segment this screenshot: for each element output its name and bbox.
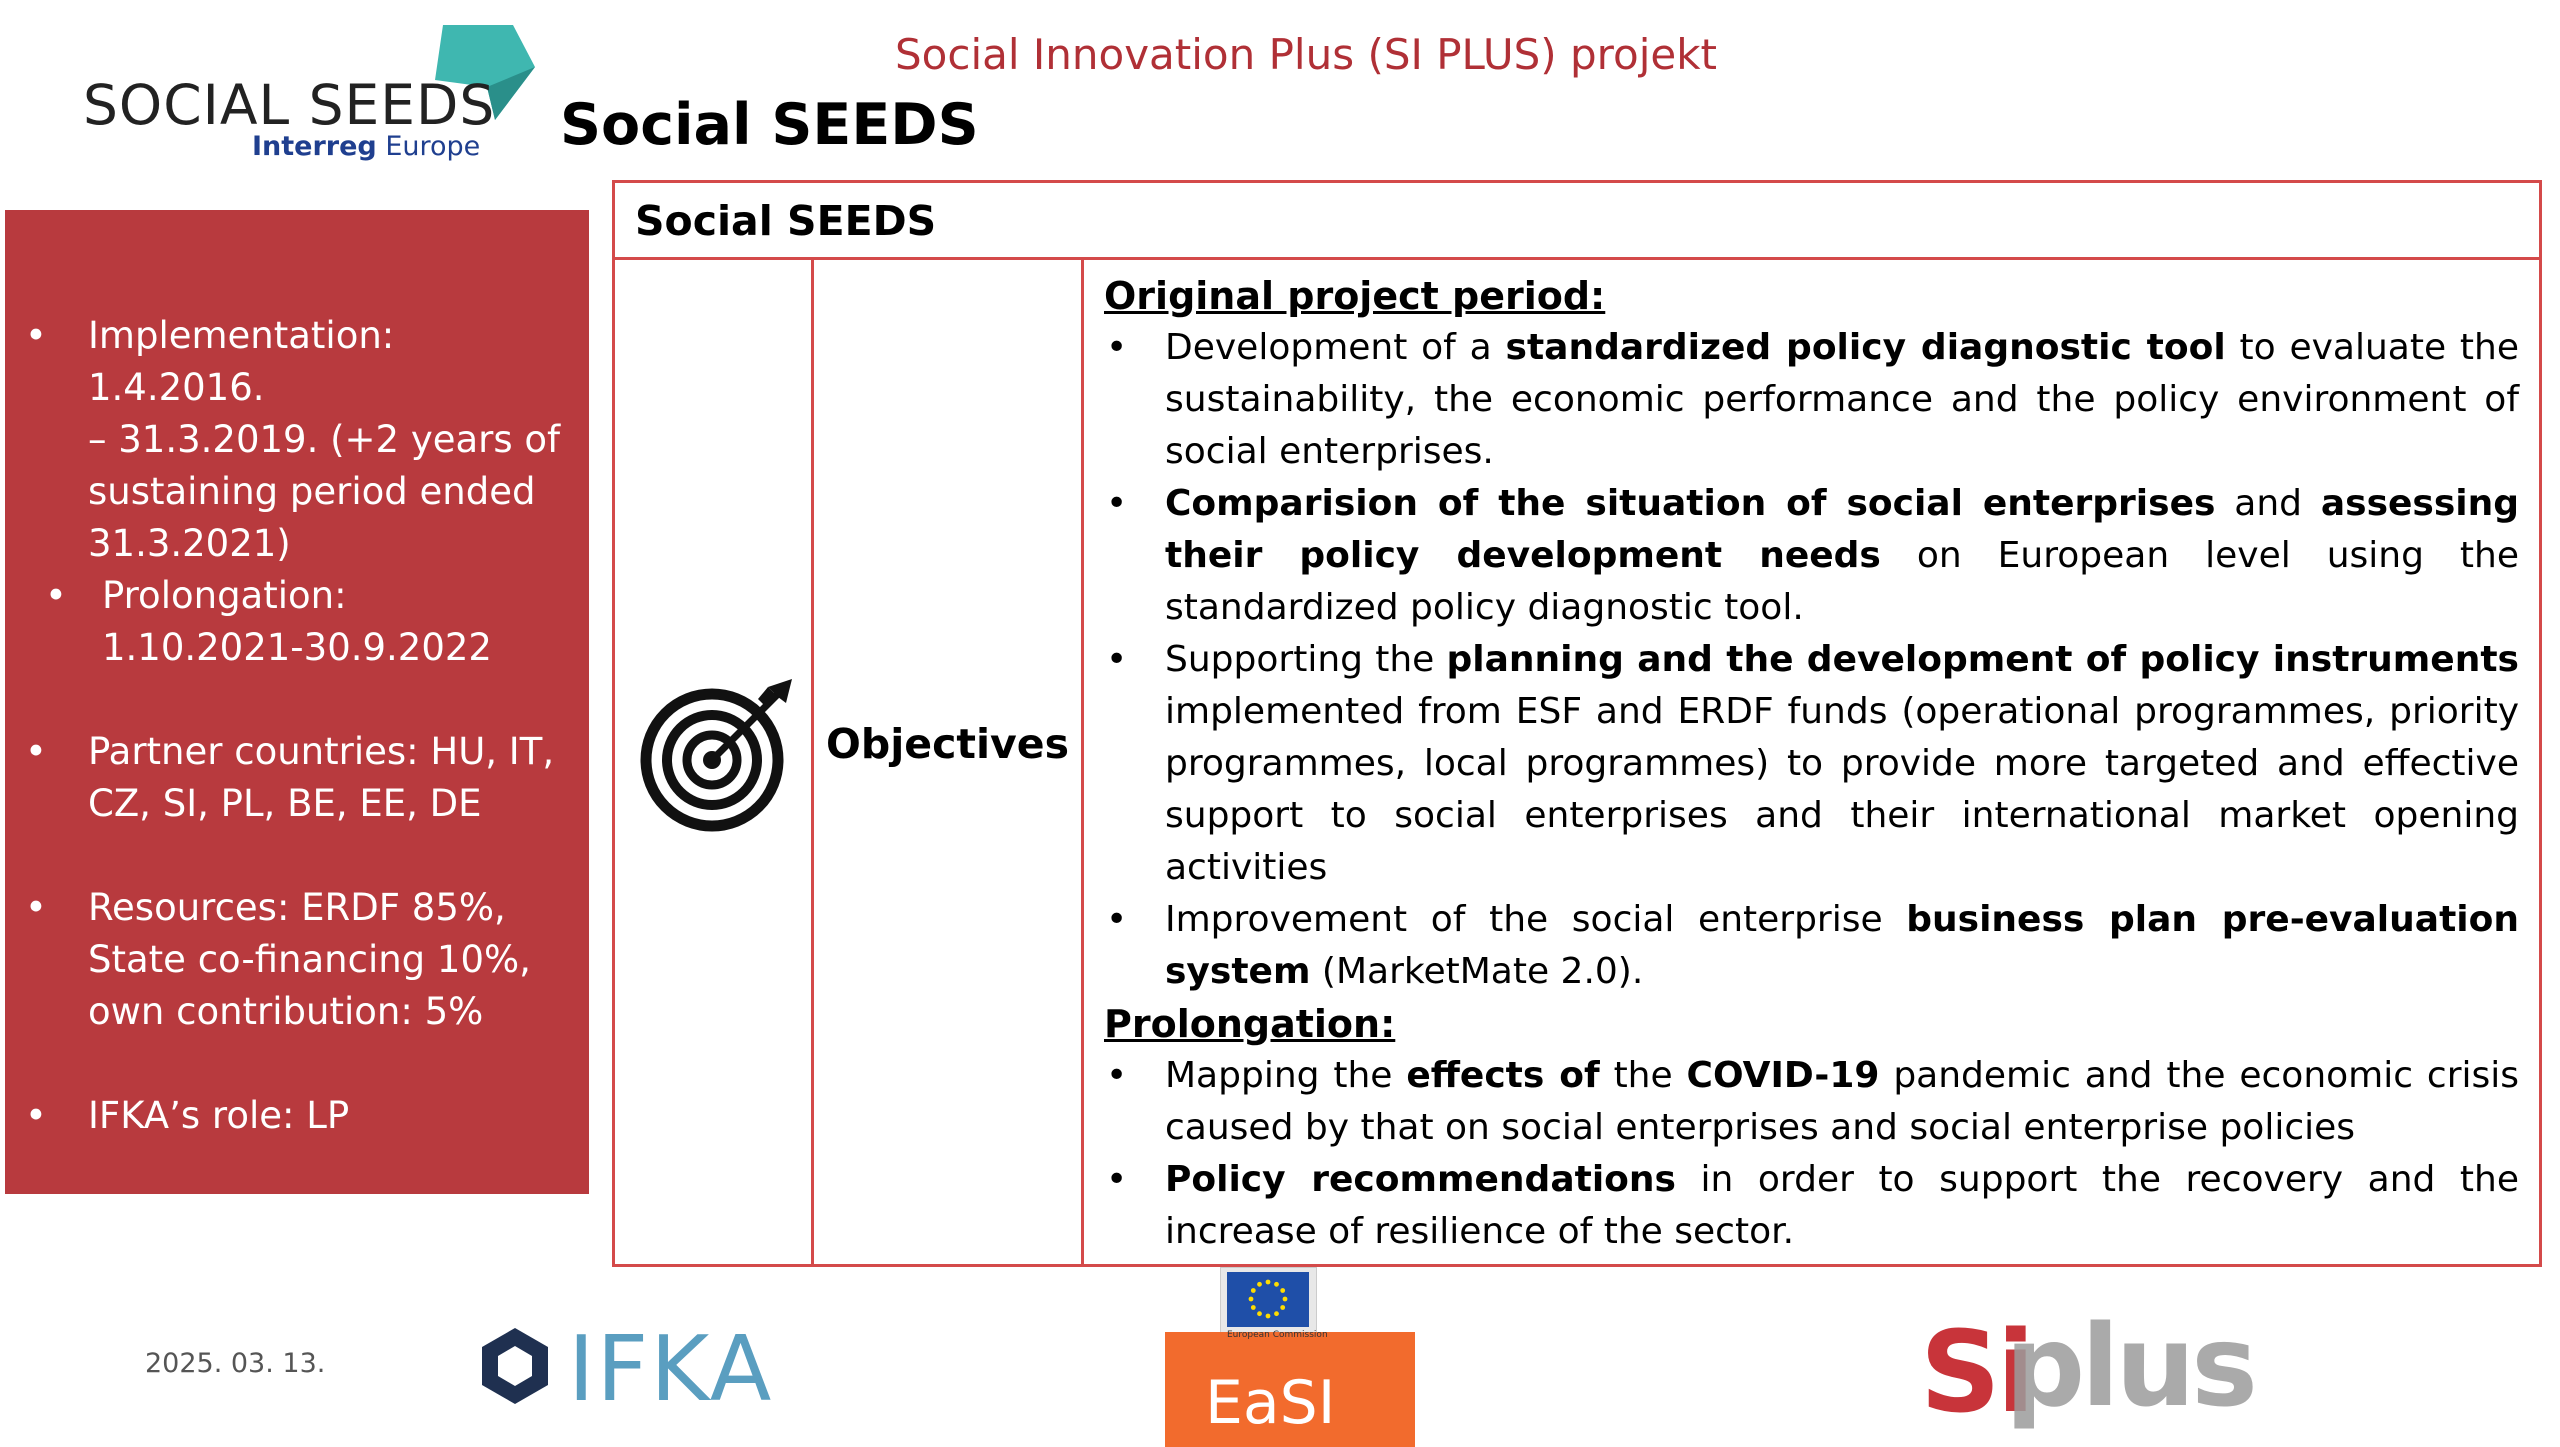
info-item — [5, 726, 589, 830]
info-item-line: State co-financing 10%, — [88, 938, 531, 981]
info-item-line: CZ, SI, PL, BE, EE, DE — [88, 782, 482, 825]
easi-logo — [1165, 1262, 1415, 1447]
siplus-logo — [1920, 1302, 2254, 1438]
info-item-line: • IFKA’s role: LP — [88, 1094, 350, 1137]
objective-item: • Supporting the planning and the development of policy instruments implemented from ESF and ERDF funds (operational programmes, priority programmes, local programmes) to provide more targeted and effective support to social enterprises and their international market opening activities — [1104, 634, 2519, 894]
info-subitem-line: • Prolongation: — [102, 574, 347, 617]
objective-item: • Comparision of the situation of social enterprises and assessing their policy development needs on European level using the standardized policy diagnostic tool. — [1104, 478, 2519, 634]
info-subitem-line: 1.10.2021-30.9.2022 — [102, 626, 492, 669]
ifka-hexagon-icon — [478, 1326, 552, 1406]
footer-date: 2025. 03. 13. — [145, 1348, 326, 1379]
ec-label: European Commission — [1227, 1330, 1328, 1340]
project-title: Social Innovation Plus (SI PLUS) projekt — [895, 30, 1717, 79]
eu-flag-icon — [1227, 1272, 1309, 1327]
objective-item: • Development of a standardized policy diagnostic tool to evaluate the sustainability, the economic performance and the policy environment of social enterprises. — [1104, 322, 2519, 478]
section-title-prolongation: Prolongation: — [1104, 1002, 1396, 1046]
ifka-logo-text: IFKA — [568, 1317, 774, 1422]
info-item — [5, 1090, 589, 1142]
siplus-logo-plus: plus — [2005, 1302, 2254, 1432]
objectives-table — [612, 180, 2542, 1267]
easi-logo-text: EaSI — [1205, 1368, 1336, 1438]
info-item-line: • Resources: ERDF 85%, — [88, 886, 506, 929]
info-item-line: sustaining period ended — [88, 470, 536, 513]
section-title-original: Original project period: — [1104, 274, 1606, 318]
objectives-content — [1084, 260, 2539, 1264]
social-seeds-logo — [80, 25, 540, 175]
table-header-title: Social SEEDS — [635, 197, 937, 245]
info-list — [5, 310, 589, 1142]
table-header — [615, 183, 2539, 260]
target-icon — [640, 675, 800, 835]
interreg-europe-label: Interreg Europe — [252, 131, 481, 162]
info-item-line: 31.3.2021) — [88, 522, 291, 565]
label-column — [814, 260, 1084, 1264]
info-item — [5, 310, 589, 674]
info-item-line: – 31.3.2019. (+2 years of — [88, 418, 561, 461]
objective-item: • Mapping the effects of the COVID-19 pandemic and the economic crisis caused by that on social enterprises and social enterprise policies — [1104, 1050, 2519, 1154]
info-item-line: own contribution: 5% — [88, 990, 484, 1033]
page-title: Social SEEDS — [560, 92, 979, 158]
original-objectives-list — [1104, 322, 2519, 998]
prolongation-objectives-list — [1104, 1050, 2519, 1258]
ifka-logo — [478, 1317, 798, 1422]
objectives-label: Objectives — [826, 720, 1069, 768]
objective-item: • Improvement of the social enterprise business plan pre-evaluation system (MarketMate 2.0). — [1104, 894, 2519, 998]
social-seeds-logo-name: SOCIAL SEEDS — [83, 73, 496, 137]
info-subitem — [5, 570, 569, 674]
icon-column — [615, 260, 814, 1264]
info-item-line: • Implementation: 1.4.2016. — [88, 314, 395, 409]
objective-item: • Policy recommendations in order to support the recovery and the increase of resilience of the sector. — [1104, 1154, 2519, 1258]
info-panel — [5, 210, 589, 1194]
siplus-logo-si: Si — [1920, 1308, 2032, 1438]
info-item-line: • Partner countries: HU, IT, — [88, 730, 555, 773]
info-item — [5, 882, 589, 1038]
